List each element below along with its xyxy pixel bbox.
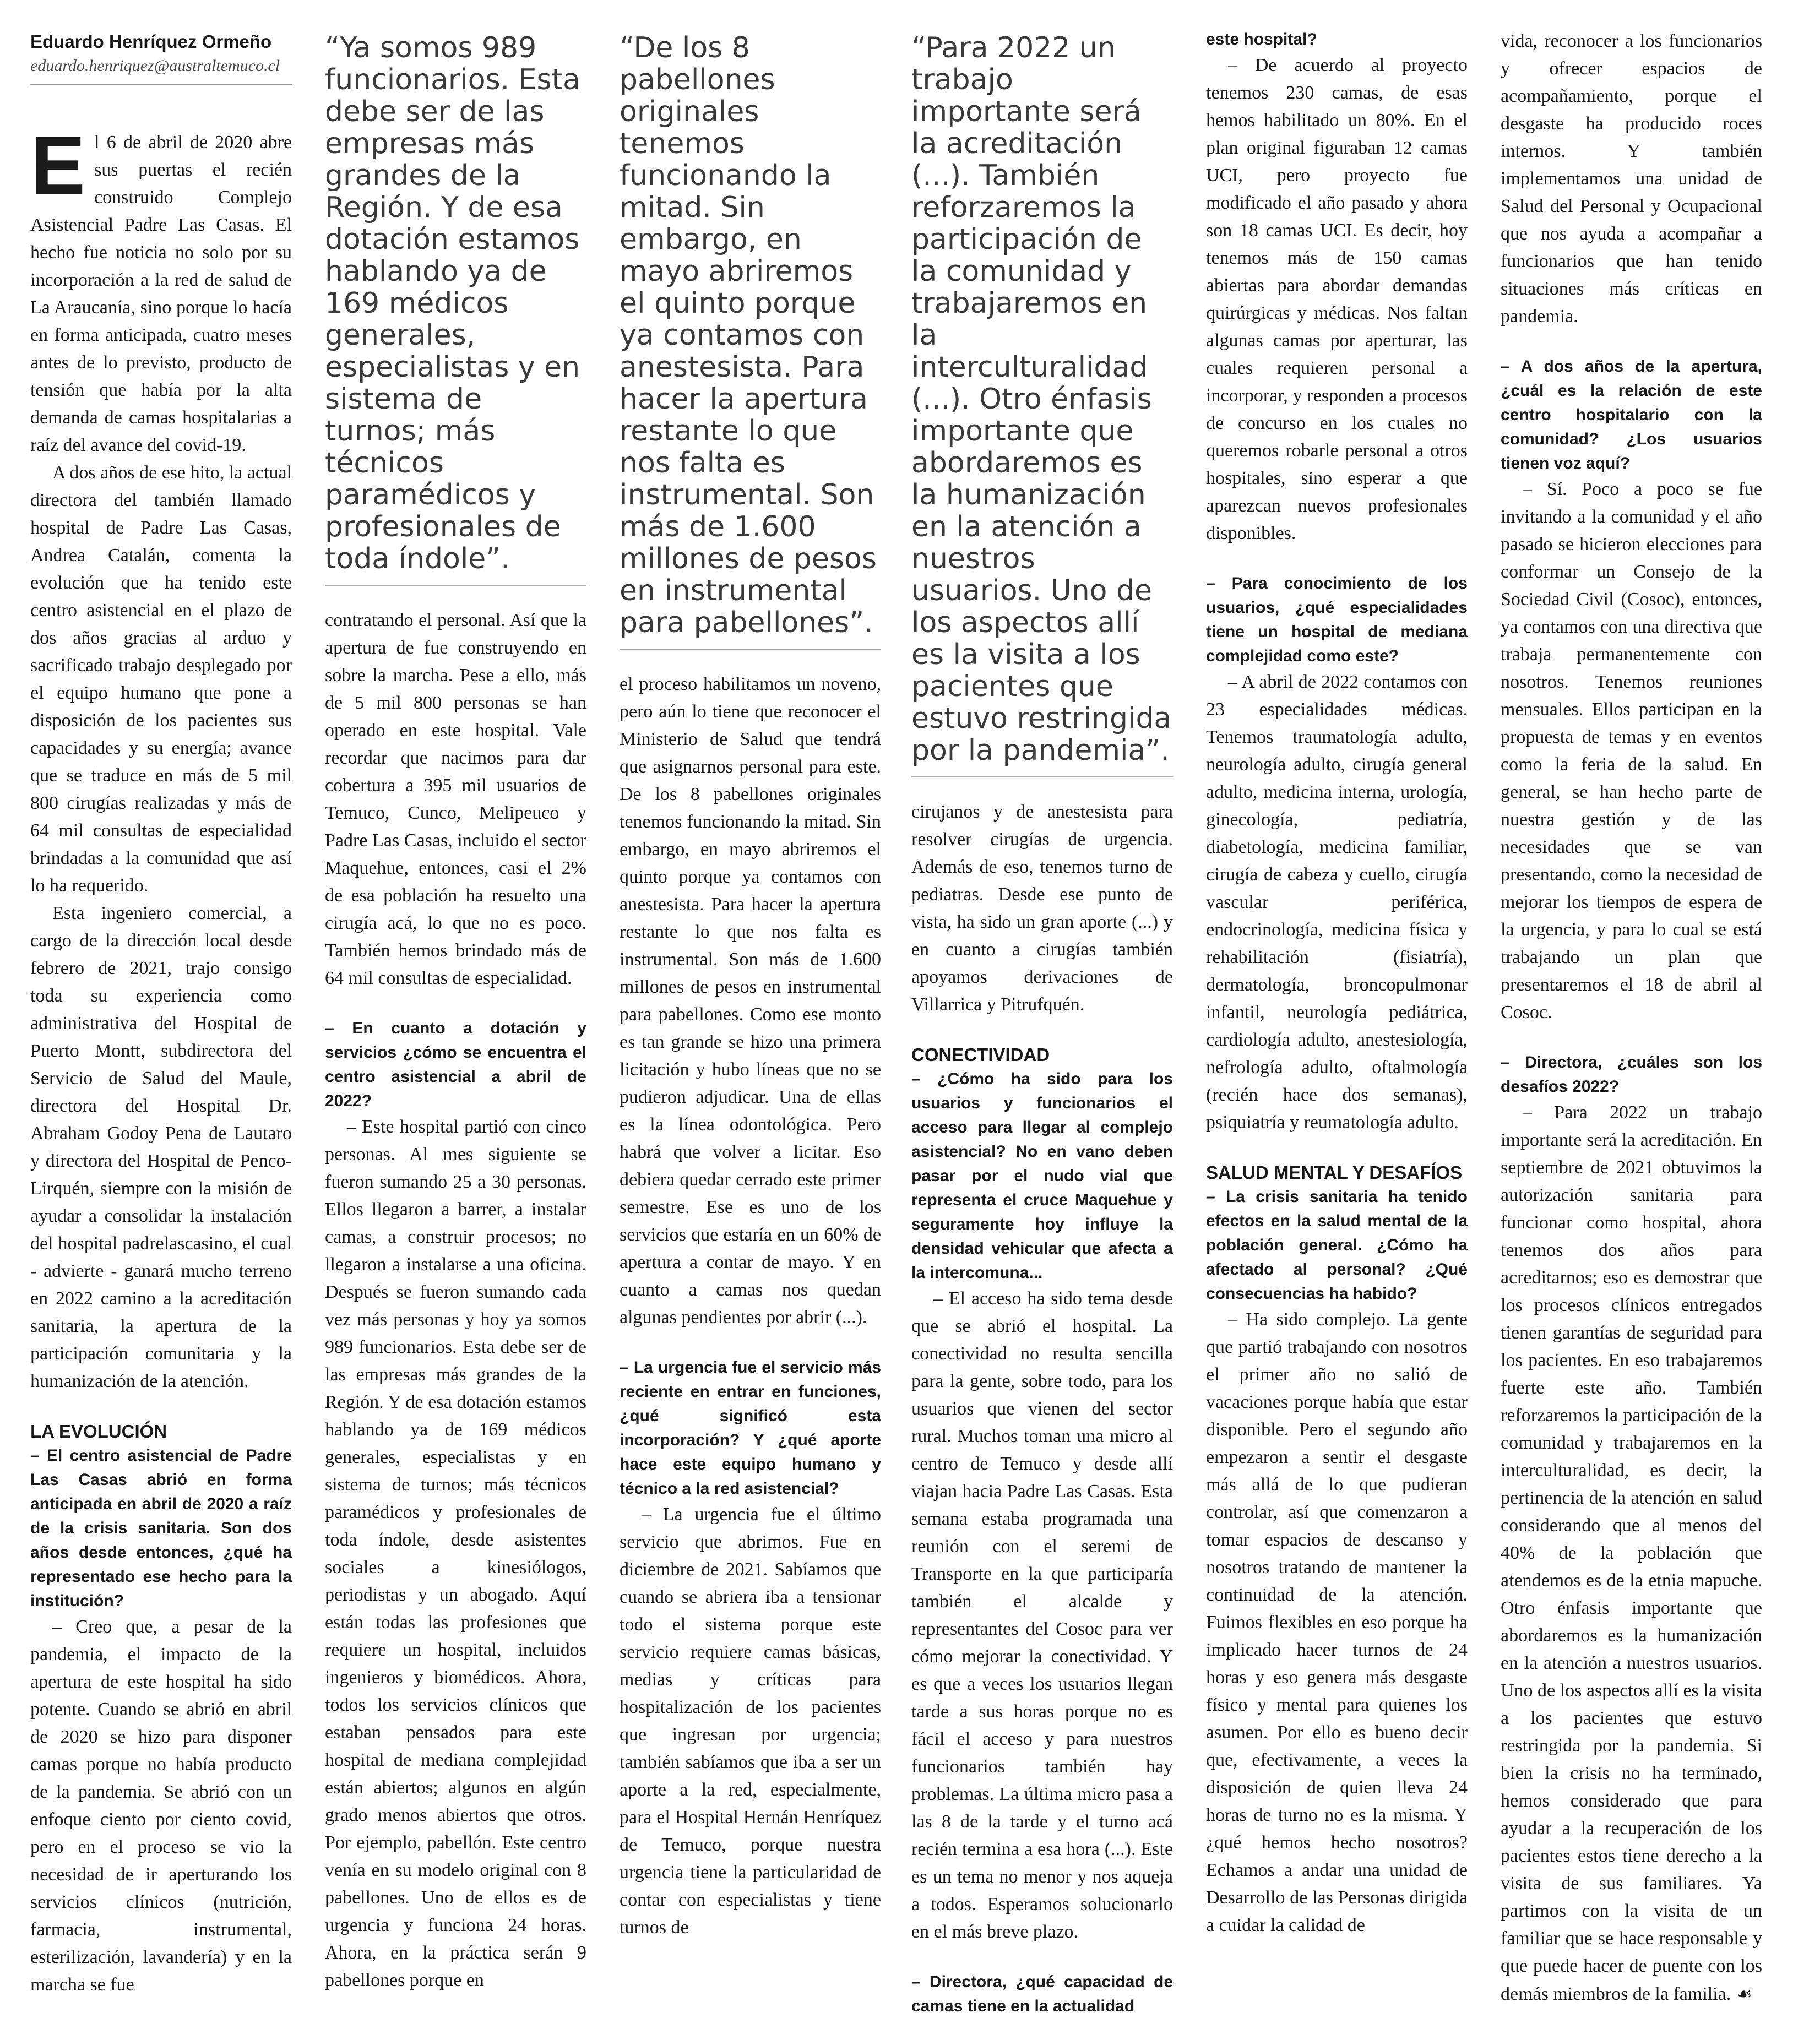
interview-question: – El centro asistencial de Padre Las Casas abrió en forma anticipada en abril de 2020 a raíz de la crisis sanitaria. Son dos años desde entonces, ¿qué ha representado ese hecho para la institución?	[30, 1446, 292, 1610]
pull-quote: “Para 2022 un trabajo importante será la acreditación (...). También reforzaremos la participación de la comunidad y trabajaremos en la interculturalidad (...). Otro énfasis importante que abordaremos es la humanización en la atención a nuestros usuarios. Uno de los aspectos allí es la visita a los pacientes que estuvo restringida por la pandemia”.	[911, 31, 1172, 767]
interview-answer: – Creo que, a pesar de la pandemia, el impacto de la apertura de este hospital ha sido potente. Cuando se abrió en abril de 2020 se hizo para disponer camas porque no había producto de la pandemia. Se abrió con un enfoque ciento por ciento covid, pero en el proceso se vio la necesidad de ir aperturando los servicios clínicos (nutrición, farmacia, instrumental, esterilización, lavandería) y en la marcha se fue	[30, 1617, 292, 1995]
interview-answer: – De acuerdo al proyecto tenemos 230 camas, de esas hemos habilitado un 80%. En el plan original figuraban 12 camas UCI, pero proyecto fue modificado el año pasado y ahora son 18 camas UCI. Es decir, hoy tenemos más de 150 camas abiertas para abordar demandas quirúrgicas y médicas. Nos faltan algunas camas por aperturar, las cuales requieren personal a incorporar, y responden a procesos de concurso en los cuales no queremos robarle personal a otros hospitales, sino esperar a que aparezcan nuevos profesionales disponibles.	[1206, 55, 1468, 543]
spacer	[325, 992, 586, 1016]
interview-question: este hospital?	[1206, 30, 1317, 48]
interview-answer: – Ha sido complejo. La gente que partió trabajando con nosotros el primer año no salió de vacaciones porque había que estar disponible. Pero el segundo año empezaron a sentir el desgaste más allá de lo que pudieran controlar, así que comenzaron a tomar espacios de descanso y nosotros tratando de mantener la continuidad de la atención. Fuimos flexibles en eso porque ha implicado hacer turnos de 24 horas y eso genera más desgaste físico y mental para quienes los asumen. Por ello es bueno decir que, efectivamente, a veces la disposición de quien lleva 24 horas de turno no es la misma. Y ¿qué hemos hecho nosotros? Echamos a andar una unidad de Desarrollo de las Personas dirigida a cuidar la calidad de	[1206, 1309, 1468, 1935]
pull-quote: “Ya somos 989 funcionarios. Esta debe ser de las empresas más grandes de la Región. Y de esa dotación estamos hablando ya de 169 médicos generales, especialistas y en sistema de turnos; más técnicos paramédicos y profesionales de toda índole”.	[325, 31, 580, 575]
spacer	[1206, 547, 1468, 572]
author-name: Eduardo Henríquez Ormeño	[30, 31, 272, 52]
interview-answer: – A abril de 2022 contamos con 23 especialidades médicas. Tenemos traumatología adulto, neurología adulto, cirugía general adulto, medicina interna, urología, ginecología, pediatría, diabetología, medicina familiar, cirugía de cabeza y cuello, cirugía vascular periférica, endocrinología, medicina física y rehabilitación (fisiatría), dermatología, broncopulmonar infantil, neurología pediátrica, cardiología adulto, anestesiología, nefrología adulto, oftalmología (recién hace dos semanas), psiquiatría y reumatología adulto.	[1206, 672, 1468, 1133]
spacer	[1501, 330, 1762, 355]
interview-question: – La urgencia fue el servicio más reciente en entrar en funciones, ¿qué significó esta incorporación? Y ¿qué aporte hace este equipo humano y técnico a la red asistencial?	[620, 1358, 881, 1498]
interview-answer: – Sí. Poco a poco se fue invitando a la comunidad y el año pasado se hicieron elecciones para conformar un Consejo de la Sociedad Civil (Cosoc), entonces, ya contamos con una directiva que trabaja permanentemente con nosotros. Tenemos reuniones mensuales. Ellos participan en la propuesta de temas y en eventos como la feria de la salud. En general, se han hecho parte de nuestra gestión y de las necesidades que se van presentando, como la necesidad de mejorar los tiempos de espera de la urgencia, y para lo cual se está trabajando un plan que presentaremos el 18 de abril al Cosoc.	[1501, 479, 1762, 1022]
spacer	[30, 1395, 292, 1419]
spacer	[911, 1946, 1173, 1970]
interview-question: – Para conocimiento de los usuarios, ¿qué especialidades tiene un hospital de mediana complejidad como este?	[1206, 574, 1468, 665]
spacer	[911, 1019, 1173, 1043]
interview-answer: el proceso habilitamos un noveno, pero aún lo tiene que reconocer el Ministerio de Salud que tendrá que asignarnos personal para este. De los 8 pabellones originales tenemos funcionando la mitad. Sin embargo, en mayo abriremos el quinto porque ya contamos con anestesista. Para hacer la apertura restante lo que nos falta es instrumental. Son más de 1.600 millones de pesos en instrumental para pabellones. Como ese monto es tan grande se hizo una primera licitación y hubo líneas que no se pudieron adjudicar. Una de ellas es la línea odontológica. Pero habrá que volver a licitar. Eso debiera quedar cerrado este primer semestre. Ese es uno de los servicios que estaría en un 60% de apertura a contar de mayo. Y en cuanto a camas nos quedan algunas pendientes por abrir (...).	[620, 674, 881, 1328]
spacer	[620, 1331, 881, 1356]
spacer	[1206, 1136, 1468, 1161]
end-of-article-icon: ☙	[1736, 1984, 1752, 2004]
interview-question: – Directora, ¿qué capacidad de camas tiene en la actualidad	[911, 1973, 1173, 2015]
drop-cap: E	[30, 119, 86, 211]
interview-answer	[1501, 1099, 1762, 2008]
interview-answer: – Este hospital partió con cinco personas. Al mes siguiente se fueron sumando 25 a 30 personas. Ellos llegaron a barrer, a instalar camas, a construir procesos; no llegaron a instalarse a una oficina. Después se fueron sumando cada vez más personas y hoy ya somos 989 funcionarios. Esta debe ser de las empresas más grandes de la Región. Y de esa dotación estamos hablando ya de 169 médicos generales, especialistas y en sistema de turnos; más técnicos paramédicos y profesionales de toda índole, desde asistentes sociales a kinesiólogos, periodistas y un abogado. Aquí están todas las profesiones que requiere un hospital, incluidos ingenieros y biomédicos. Ahora, todos los servicios clínicos que estaban pensados para este hospital de mediana complejidad están abiertos; algunos en algún grado menos abiertos que otros. Por ejemplo, pabellón. Este centro venía en su modelo original con 8 pabellones. Uno de ellos es de urgencia y funciona 24 horas. Ahora, en la práctica serán 9 pabellones porque en	[325, 1117, 586, 1990]
section-heading-salud-mental: SALUD MENTAL Y DESAFÍOS	[1206, 1162, 1463, 1183]
interview-question: – La crisis sanitaria ha tenido efectos en la salud mental de la población general. ¿Cómo ha afectado al personal? ¿Qué consecuencias ha habido?	[1206, 1188, 1468, 1303]
pull-quote-divider	[911, 776, 1173, 777]
column-1	[30, 28, 292, 2021]
interview-answer: – La urgencia fue el último servicio que abrimos. Fue en diciembre de 2021. Sabíamos que cuando se abriera iba a tensionar todo el sistema porque este servicio requiere camas básicas, medias y críticas para hospitalización de los pacientes que ingresan por urgencia; también sabíamos que iba a ser un aporte a la red, especialmente, para el Hospital Hernán Henríquez de Temuco, porque nuestra urgencia tiene la particularidad de contar con especialistas y tiene turnos de	[620, 1504, 881, 1938]
interview-answer: – El acceso ha sido tema desde que se abrió el hospital. La conectividad no resulta sencilla para la gente, sobre todo, para los usuarios que vienen del sector rural. Muchos toman una micro al centro de Temuco y desde allí viajan hacia Padre Las Casas. Esta semana estaba programada una reunión con el seremi de Transporte en la que participaría también el alcalde y representantes del Cosoc para ver cómo mejorar la conectividad. Y es que a veces los usuarios llegan tarde a sus horas porque no es fácil el acceso y para nuestros funcionarios también hay problemas. La última micro pasa a las 8 de la tarde y el turno acá recién termina a esa hora (...). Este es un tema no menor y nos aqueja a todos. Esperamos solucionarlo en el más breve plazo.	[911, 1288, 1173, 1942]
interview-question: – En cuanto a dotación y servicios ¿cómo se encuentra el centro asistencial a abril de 2022?	[325, 1019, 586, 1110]
interview-answer: contratando el personal. Así que la apertura de fue construyendo en sobre la marcha. Pese a ello, más de 5 mil 800 personas se han operado en este hospital. Vale recordar que nacimos para dar cobertura a 395 mil usuarios de Temuco, Cunco, Melipeuco y Padre Las Casas, incluido el sector Maquehue, entonces, casi el 2% de esa población ha resuelto una cirugía acá, lo que no es poco. También hemos brindado más de 64 mil consultas de especialidad.	[325, 610, 586, 988]
pull-quote: “De los 8 pabellones originales tenemos funcionando la mitad. Sin embargo, en mayo abriremos el quinto porque ya contamos con anestesista. Para hacer la apertura restante lo que nos falta es instrumental. Son más de 1.600 millones de pesos en instrumental para pabellones”.	[620, 31, 877, 639]
paragraph: Esta ingeniero comercial, a cargo de la dirección local desde febrero de 2021, trajo consigo toda su experiencia como administrativa del Hospital de Puerto Montt, subdirectora del Servicio de Salud del Maule, directora del Hospital Dr. Abraham Godoy Pena de Lautaro y directora del Hospital de Penco-Lirquén, siempre con la misión de ayudar a consolidar la instalación del hospital padrelascasino, el cual - advierte - ganará mucho terreno en 2022 camino a la acreditación sanitaria, la apertura de la participación comunitaria y la humanización de la atención.	[30, 903, 292, 1391]
interview-answer: vida, reconocer a los funcionarios y ofrecer espacios de acompañamiento, porque el desgaste ha producido roces internos. Y también implementamos una unidad de Salud del Personal y Ocupacional que nos ayuda a acompañar a funcionarios que han tenido situaciones más críticas en pandemia.	[1501, 31, 1762, 327]
column-6	[1501, 28, 1762, 2021]
spacer	[1501, 1026, 1762, 1051]
interview-question: – A dos años de la apertura, ¿cuál es la relación de este centro hospitalario con la comunidad? ¿Los usuarios tienen voz aquí?	[1501, 357, 1762, 472]
interview-question: – Directora, ¿cuáles son los desafíos 2022?	[1501, 1053, 1762, 1096]
section-heading-evolucion: LA EVOLUCIÓN	[30, 1421, 167, 1441]
section-heading-conectividad: CONECTIVIDAD	[911, 1045, 1050, 1065]
interview-question: – ¿Cómo ha sido para los usuarios y funcionarios el acceso para llegar al complejo asistencial? No en vano deben pasar por el nudo vial que representa el cruce Maquehue y seguramente hoy influye la densidad vehicular que afecta a la intercomuna...	[911, 1070, 1173, 1282]
final-answer-text: – Para 2022 un trabajo importante será la acreditación. En septiembre de 2021 obtuvimos la autorización sanitaria para funcionar como hospital, ahora tenemos dos años para acreditarnos; eso es demostrar que los procesos clínicos entregados tienen garantías de seguridad para los pacientes. En eso trabajaremos fuerte este año. También reforzaremos la participación de la comunidad y trabajaremos en la interculturalidad, es decir, la pertinencia de la atención en salud considerando que al menos del 40% de la población que atendemos es de la etnia mapuche. Otro énfasis importante que abordaremos es la humanización en la atención a nuestros usuarios. Uno de los aspectos allí es la visita a los pacientes que estuvo restringida por la pandemia. Si bien la crisis no ha terminado, hemos considerado que para ayudar a la recuperación de los pacientes estos tiene derecho a la visita de sus familiares. Ya partimos con la visita de un familiar que se hace responsable y que puede hacer de puente con los demás miembros de la familia.	[1501, 1102, 1762, 2004]
column-3	[620, 28, 881, 2021]
intro-text: l 6 de abril de 2020 abre sus puertas el recién construido Complejo Asistencial Padre Las Casas. El hecho fue noticia no solo por su incorporación a la red de salud de La Araucanía, sino porque lo hacía en forma anticipada, cuatro meses antes de lo previsto, producto de tensión que había por la alta demanda de camas hospitalarias a raíz del avance del covid-19.	[30, 132, 292, 455]
column-2	[325, 28, 586, 2021]
paragraph: A dos años de ese hito, la actual directora del también llamado hospital de Padre Las Casas, Andrea Catalán, comenta la evolución que ha tenido este centro asistencial en el plazo de dos años gracias al arduo y sacrificado trabajo desplegado por el equipo humano que pone a disposición de los pacientes sus capacidades y su energía; avance que se traduce en más de 5 mil 800 cirugías realizadas y más de 64 mil consultas de especialidad brindadas a la comunidad que así lo ha requerido.	[30, 463, 292, 896]
column-5	[1206, 28, 1468, 2021]
byline-divider	[30, 84, 292, 85]
interview-answer: cirujanos y de anestesista para resolver cirugías de urgencia. Además de eso, tenemos turno de pediatras. Desde ese punto de vista, ha sido un gran aporte (...) y en cuanto a cirugías también apoyamos derivaciones de Villarrica y Pitrufquén.	[911, 802, 1173, 1015]
author-email: eduardo.henriquez@australtemuco.cl	[30, 57, 280, 75]
column-4	[911, 28, 1173, 2021]
pull-quote-divider	[620, 649, 881, 650]
pull-quote-divider	[325, 585, 586, 586]
intro-paragraph	[30, 119, 292, 459]
